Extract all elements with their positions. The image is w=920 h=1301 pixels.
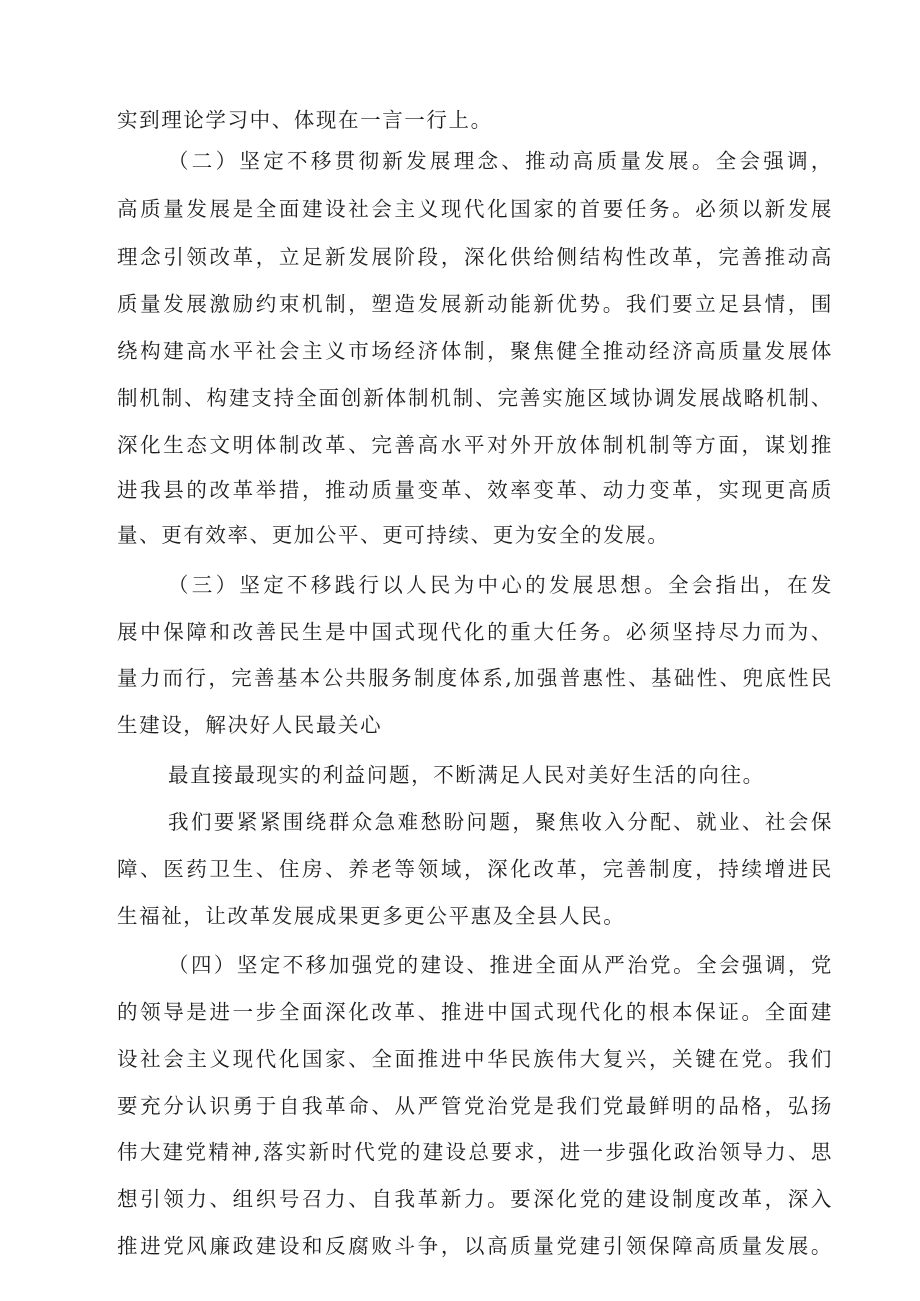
text-line: 展中保障和改善民生是中国式现代化的重大任务。必须坚持尽力而为、: [117, 620, 833, 644]
text-line: 伟大建党精神,落实新时代党的建设总要求，进一步强化政治领导力、思: [117, 1140, 833, 1164]
text-line: 设社会主义现代化国家、全面推进中华民族伟大复兴，关键在党。我们: [117, 1047, 833, 1071]
text-line: 制机制、构建支持全面创新体制机制、完善实施区域协调发展战略机制、: [117, 386, 833, 410]
text-line: 生福祉，让改革发展成果更多更公平惠及全县人民。: [117, 904, 626, 928]
text-line: 的领导是进一步全面深化改革、推进中国式现代化的根本保证。全面建: [117, 1000, 833, 1024]
text-line: 我们要紧紧围绕群众急难愁盼问题，聚焦收入分配、就业、社会保: [168, 810, 833, 834]
text-line: 要充分认识勇于自我革命、从严管党治党是我们党最鲜明的品格，弘扬: [117, 1094, 833, 1118]
text-line: 质量发展激励约束机制，塑造发展新动能新优势。我们要立足县情，围: [117, 292, 833, 316]
text-line: （二）坚定不移贯彻新发展理念、推动高质量发展。全会强调，: [168, 149, 833, 173]
text-line: 最直接最现实的利益问题，不断满足人民对美好生活的向往。: [168, 763, 765, 787]
text-line: 量、更有效率、更加公平、更可持续、更为安全的发展。: [117, 523, 670, 547]
text-line: 理念引领改革，立足新发展阶段，深化供给侧结构性改革，完善推动高: [117, 245, 833, 269]
text-line: 障、医药卫生、住房、养老等领域，深化改革，完善制度，持续增进民: [117, 857, 833, 881]
text-line: （四）坚定不移加强党的建设、推进全面从严治党。全会强调，党: [168, 953, 833, 977]
text-line: 高质量发展是全面建设社会主义现代化国家的首要任务。必须以新发展: [117, 197, 833, 221]
text-line: 实到理论学习中、体现在一言一行上。: [117, 108, 493, 132]
text-line: 推进党风廉政建设和反腐败斗争，以高质量党建引领保障高质量发展。: [117, 1234, 833, 1258]
text-line: （三）坚定不移践行以人民为中心的发展思想。全会指出，在发: [168, 573, 833, 597]
text-line: 深化生态文明体制改革、完善高水平对外开放体制机制等方面，谋划推: [117, 433, 833, 457]
text-line: 生建设，解决好人民最关心: [117, 713, 383, 737]
text-line: 绕构建高水平社会主义市场经济体制，聚焦健全推动经济高质量发展体: [117, 339, 833, 363]
text-line: 量力而行，完善基本公共服务制度体系,加强普惠性、基础性、兜底性民: [117, 666, 833, 690]
text-line: 想引领力、组织号召力、自我革新力。要深化党的建设制度改革，深入: [117, 1187, 833, 1211]
text-line: 进我县的改革举措，推动质量变革、效率变革、动力变革，实现更高质: [117, 478, 833, 502]
